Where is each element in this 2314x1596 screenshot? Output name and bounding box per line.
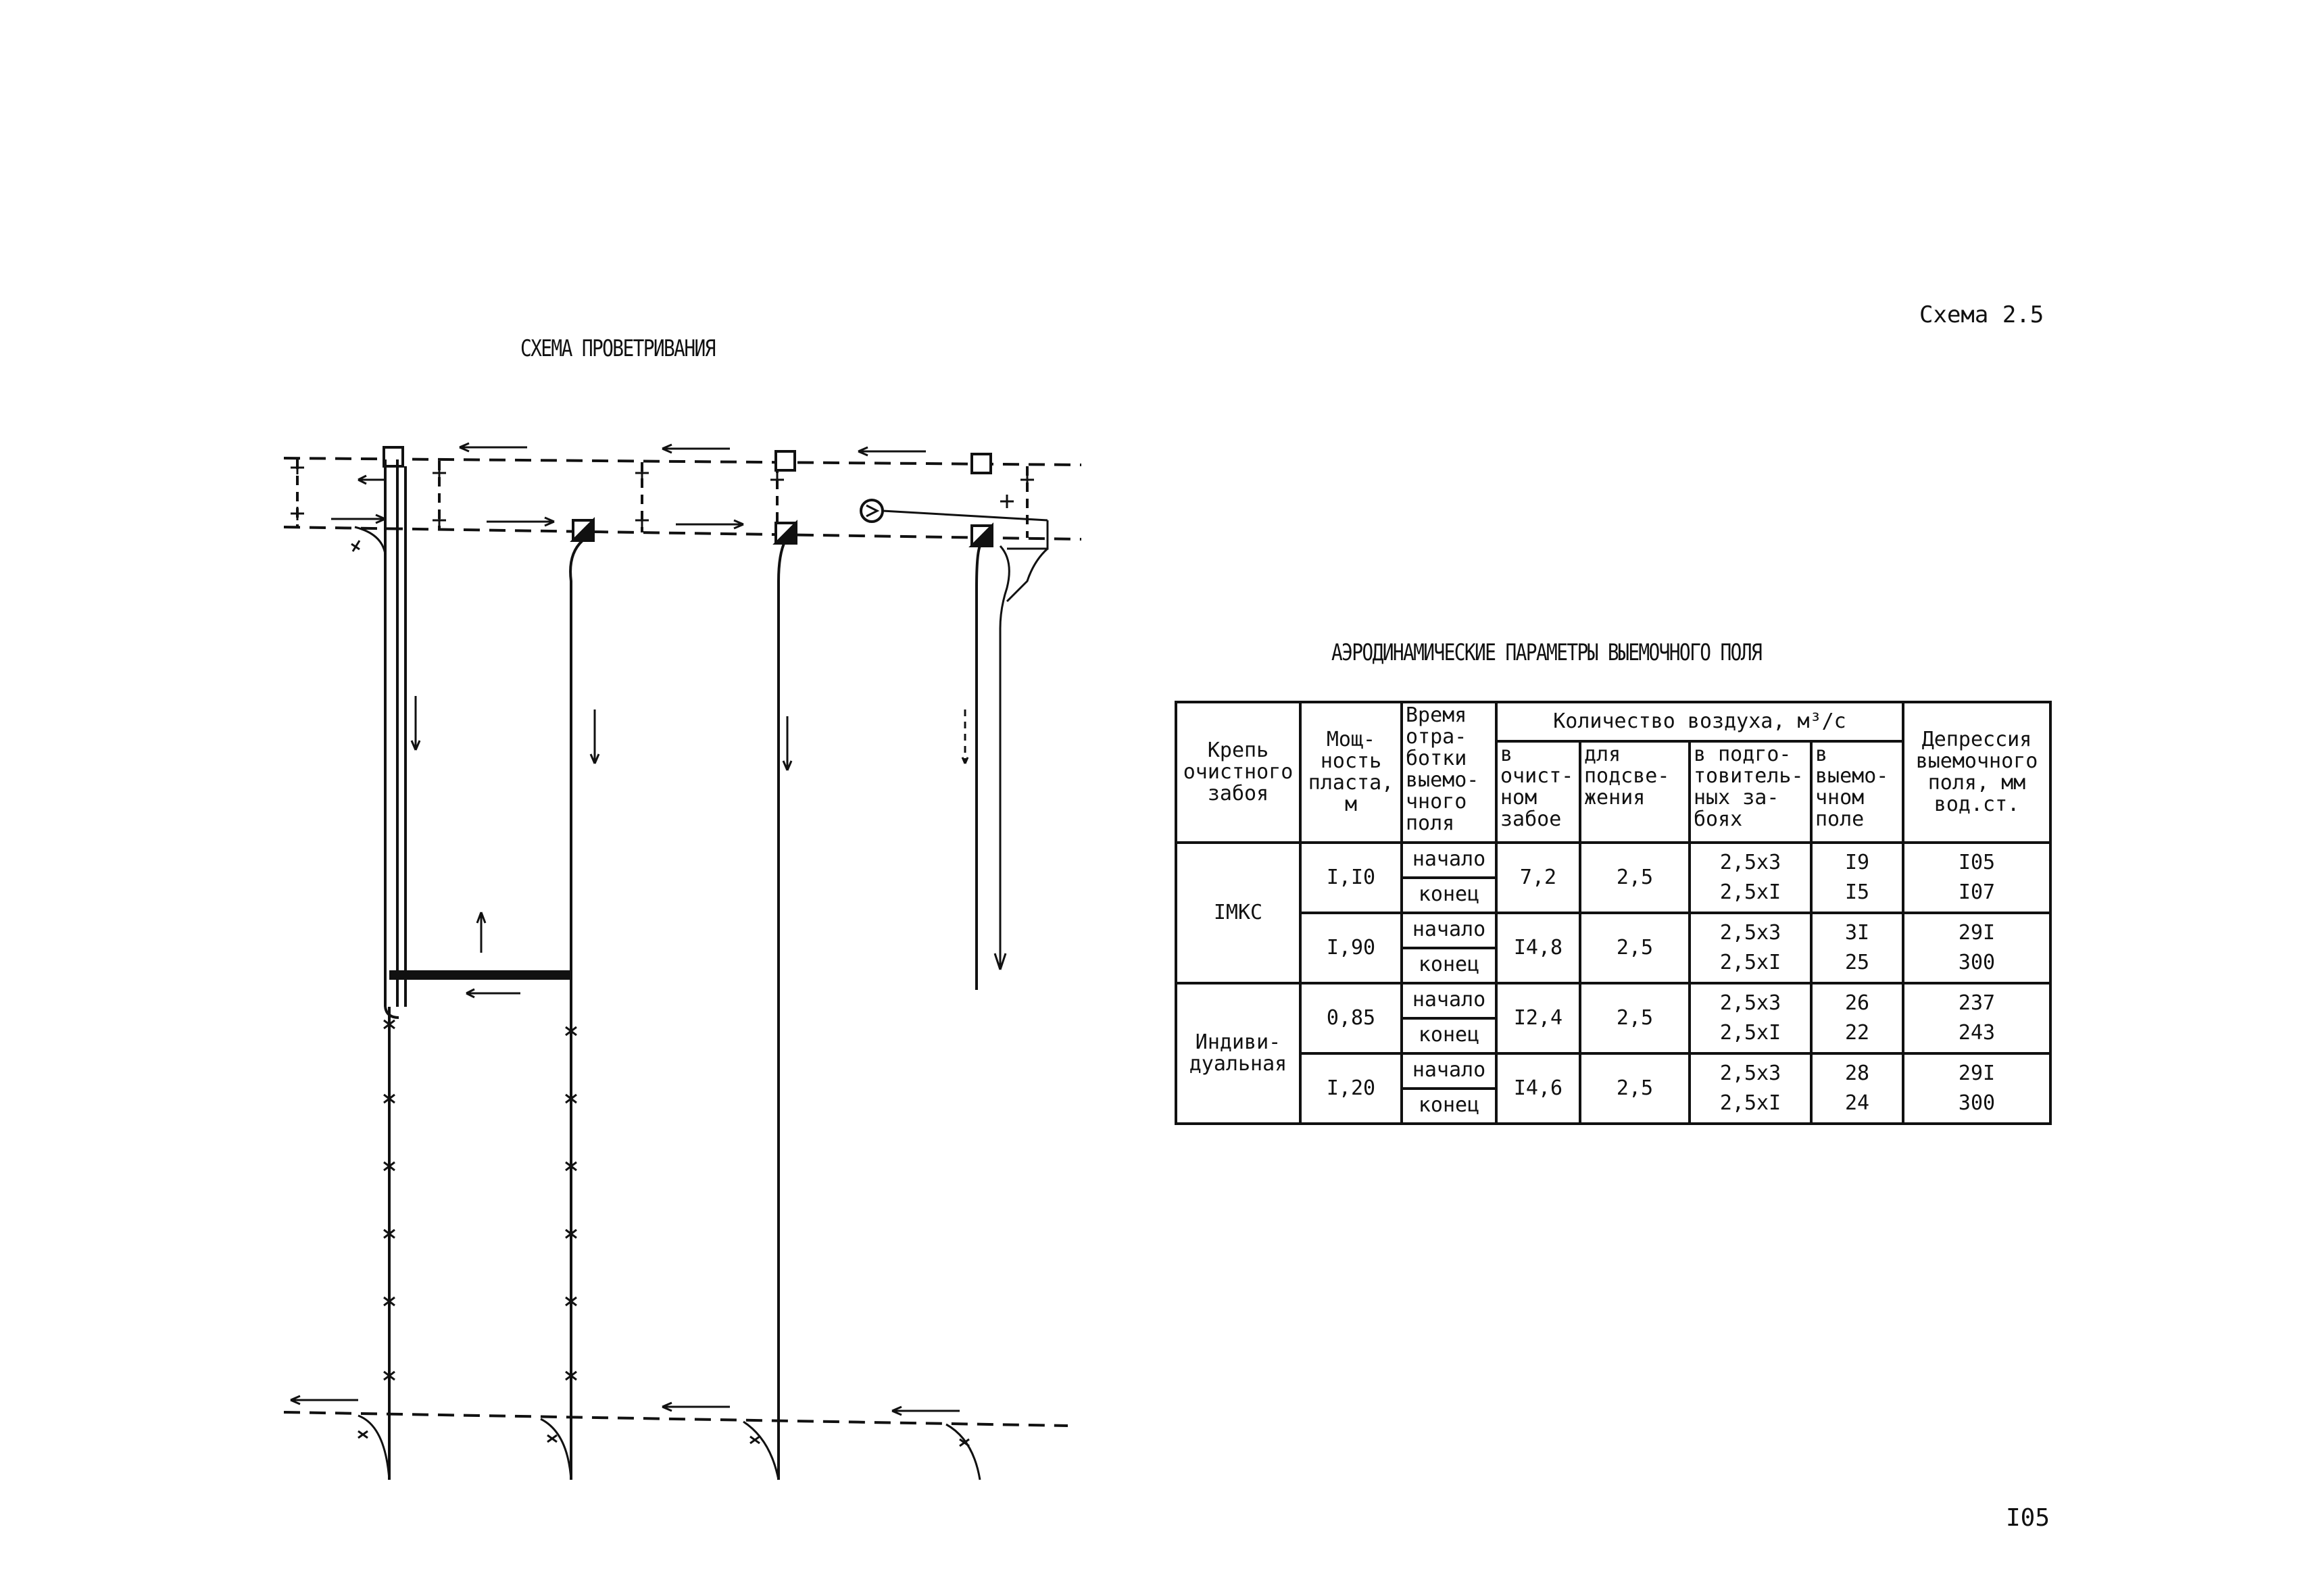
- time-end: конец: [1403, 947, 1495, 982]
- table-row: [1176, 913, 2050, 983]
- field-end: 24: [1844, 1091, 1870, 1115]
- face-advance-arrow: [477, 912, 485, 953]
- prep-air-cell: [1690, 913, 1811, 983]
- roadway-4-duct: [1000, 546, 1009, 970]
- field-air-cell: [1811, 913, 1903, 983]
- field-air-cell: [1811, 843, 1903, 913]
- prep-end: 2,5хI: [1719, 1021, 1781, 1045]
- dep-start: 237: [1958, 991, 1996, 1015]
- time-start: начало: [1412, 1058, 1486, 1082]
- fan-duct: [883, 511, 1048, 549]
- header-air-face: в очист- ном забое: [1496, 741, 1580, 843]
- support-type-cell: IМКС: [1176, 843, 1300, 983]
- table-title: АЭРОДИНАМИЧЕСКИЕ ПАРАМЕТРЫ ВЫЕМОЧНОГО ПОЛЯ: [1331, 639, 1762, 666]
- fan-arrow: [866, 505, 877, 516]
- prep-start: 2,5х3: [1719, 851, 1781, 874]
- support-type-cell: Индиви- дуальная: [1176, 983, 1300, 1124]
- longwall-face: [389, 970, 572, 980]
- prep-air-cell: [1690, 983, 1811, 1053]
- table-row: [1176, 843, 2050, 913]
- time-start: начало: [1412, 847, 1486, 871]
- dep-end: 300: [1958, 951, 1996, 974]
- scheme-label: Схема 2.5: [1919, 301, 2044, 328]
- boost-air-cell: 2,5: [1580, 983, 1690, 1053]
- table-row: [1176, 1053, 2050, 1124]
- header-depression: Депрессия выемочного поля, мм вод.ст.: [1903, 702, 2050, 843]
- field-end: 25: [1844, 951, 1870, 974]
- time-end: конец: [1403, 1087, 1495, 1122]
- prep-end: 2,5хI: [1719, 1091, 1781, 1115]
- roadway-4: [977, 546, 980, 990]
- roadway-2: [570, 541, 583, 1480]
- prep-end: 2,5хI: [1719, 951, 1781, 974]
- time-cell: [1402, 913, 1496, 983]
- face-air-cell: I4,6: [1496, 1053, 1580, 1124]
- thickness-cell: I,I0: [1300, 843, 1402, 913]
- header-air-field: в выемо- чном поле: [1811, 741, 1903, 843]
- goaf-crosses: [384, 1020, 576, 1380]
- thickness-cell: I,20: [1300, 1053, 1402, 1124]
- dep-end: 243: [1958, 1021, 1996, 1045]
- depression-cell: [1903, 983, 2050, 1053]
- field-start: 28: [1844, 1062, 1870, 1085]
- diagram-title: СХЕМА ПРОВЕТРИВАНИЯ: [520, 335, 715, 362]
- boost-air-cell: 2,5: [1580, 843, 1690, 913]
- time-end: конец: [1403, 1017, 1495, 1052]
- time-cell: [1402, 983, 1496, 1053]
- page-number: I05: [2006, 1504, 2050, 1532]
- table-header-row: [1176, 702, 2050, 741]
- prep-end: 2,5хI: [1719, 880, 1781, 904]
- depression-cell: [1903, 1053, 2050, 1124]
- dep-start: I05: [1958, 851, 1996, 874]
- field-start: 3I: [1844, 921, 1870, 945]
- left-entry: [385, 459, 405, 1018]
- aerodynamic-parameters-table: [1175, 701, 2052, 1125]
- boost-air-cell: 2,5: [1580, 913, 1690, 983]
- thickness-cell: I,90: [1300, 913, 1402, 983]
- cross-marks: [291, 461, 1034, 527]
- roadway-3: [779, 541, 785, 1480]
- header-air-quantity: Количество воздуха, м³/с: [1496, 702, 1903, 741]
- bottom-drift-line: [284, 1412, 1068, 1426]
- time-cell: [1402, 843, 1496, 913]
- ventilation-diagram: [270, 426, 1108, 1500]
- down-arrows: [412, 696, 969, 770]
- header-support: Крепь очистного забоя: [1176, 702, 1300, 843]
- field-start: 26: [1844, 991, 1870, 1015]
- header-air-prep: в подго- товитель- ных за- боях: [1690, 741, 1811, 843]
- depression-cell: [1903, 843, 2050, 913]
- header-time: Время отра- ботки выемо- чного поля: [1402, 702, 1496, 843]
- time-start: начало: [1412, 988, 1486, 1012]
- prep-start: 2,5х3: [1719, 1062, 1781, 1085]
- time-end: конец: [1403, 876, 1495, 912]
- time-cell: [1402, 1053, 1496, 1124]
- prep-start: 2,5х3: [1719, 921, 1781, 945]
- face-air-cell: 7,2: [1496, 843, 1580, 913]
- dep-start: 29I: [1958, 921, 1996, 945]
- face-air-cell: I4,8: [1496, 913, 1580, 983]
- thickness-cell: 0,85: [1300, 983, 1402, 1053]
- field-end: 22: [1844, 1021, 1870, 1045]
- header-air-boost: для подсве- жения: [1580, 741, 1690, 843]
- dep-end: 300: [1958, 1091, 1996, 1115]
- prep-air-cell: [1690, 843, 1811, 913]
- face-air-cell: I2,4: [1496, 983, 1580, 1053]
- field-start: I9: [1844, 851, 1870, 874]
- prep-air-cell: [1690, 1053, 1811, 1124]
- dep-end: I07: [1958, 880, 1996, 904]
- lower-drift-line: [284, 527, 1081, 539]
- flow-arrows: [331, 443, 926, 528]
- field-end: I5: [1844, 880, 1870, 904]
- depression-cell: [1903, 913, 2050, 983]
- table-row: [1176, 983, 2050, 1053]
- boost-air-cell: 2,5: [1580, 1053, 1690, 1124]
- field-air-cell: [1811, 983, 1903, 1053]
- prep-start: 2,5х3: [1719, 991, 1781, 1015]
- header-thickness: Мощ- ность пласта, м: [1300, 702, 1402, 843]
- time-start: начало: [1412, 918, 1486, 941]
- dep-start: 29I: [1958, 1062, 1996, 1085]
- field-air-cell: [1811, 1053, 1903, 1124]
